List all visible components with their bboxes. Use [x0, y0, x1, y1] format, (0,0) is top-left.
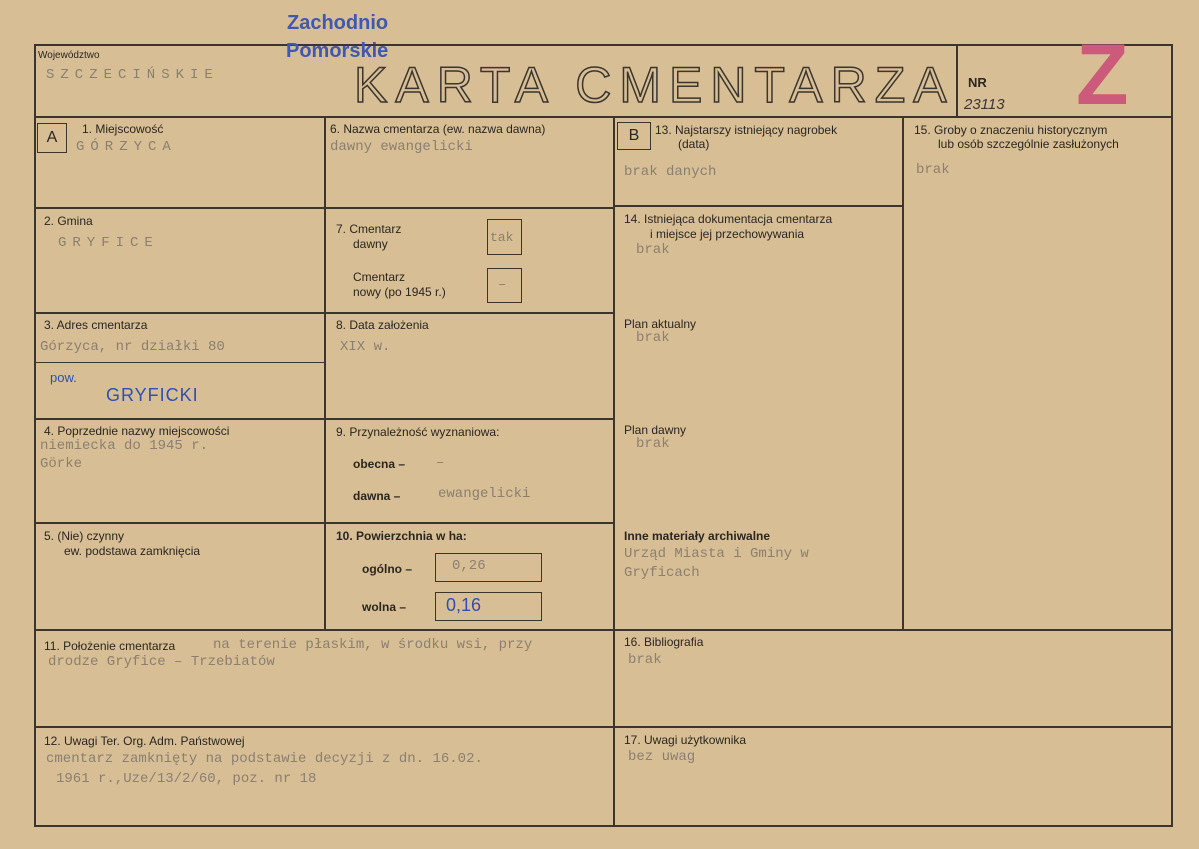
row-divider-1 [34, 207, 614, 209]
f10-label: 10. Powierzchnia w ha: [336, 529, 467, 543]
f17-label: 17. Uwagi użytkownika [624, 733, 747, 747]
f14-label-2: i miejsce jej przechowywania [650, 227, 805, 241]
f10-ogolno-label: ogólno – [362, 562, 412, 576]
f3-label: 3. Adres cmentarza [44, 318, 148, 332]
f9-dawna-value: ewangelicki [438, 486, 531, 502]
row-divider-6 [34, 629, 1173, 631]
corner-mark: Z [1076, 27, 1129, 123]
col-divider-2 [613, 116, 615, 826]
f7-label: 7. Cmentarz [336, 222, 402, 236]
header-divider [34, 116, 1173, 118]
f5-sublabel: ew. podstawa zamknięcia [64, 544, 201, 558]
nr-value: 23113 [964, 96, 1005, 113]
f4-value-2: Görke [40, 456, 83, 472]
f15-label-2: lub osób szczególnie zasłużonych [938, 137, 1119, 151]
f13-label-1: 13. Najstarszy istniejący nagrobek [655, 123, 838, 137]
inne-materialy-value-2: Gryficach [624, 565, 700, 581]
row-divider-b1 [613, 205, 903, 207]
f17-value: bez uwag [628, 749, 696, 765]
f9-obecna-label: obecna – [353, 457, 406, 471]
page-title: KARTA CMENTARZA [354, 57, 955, 113]
f9-label: 9. Przynależność wyznaniowa: [336, 425, 500, 439]
wojewodztwo-label: Województwo [38, 50, 100, 61]
f7-new-label-2: nowy (po 1945 r.) [353, 285, 446, 299]
f8-label: 8. Data założenia [336, 318, 429, 332]
region-stamp-line1: Zachodnio [287, 12, 389, 34]
f15-label-1: 15. Groby o znaczeniu historycznym [914, 123, 1108, 137]
f2-value: GRYFICE [58, 235, 159, 251]
frame-top [34, 44, 1173, 46]
nr-divider [956, 44, 958, 117]
f5-label: 5. (Nie) czynny [44, 529, 125, 543]
f13-value: brak danych [624, 164, 717, 180]
f1-label: 1. Miejscowość [82, 122, 164, 136]
f2-label: 2. Gmina [44, 214, 93, 228]
row-divider-4 [34, 418, 614, 420]
f8-value: XIX w. [340, 339, 391, 355]
col-divider-1 [324, 116, 326, 630]
f12-value-1: cmentarz zamknięty na podstawie decyzji z dn. 16.02. [46, 751, 483, 767]
f9-obecna-value: – [436, 455, 445, 471]
f11-value-1: na terenie płaskim, w środku wsi, przy [213, 637, 533, 653]
plan-aktualny-label: Plan aktualny [624, 317, 697, 331]
wojewodztwo-value: SZCZECIŃSKIE [46, 67, 219, 83]
frame-left [34, 44, 36, 826]
f4-label: 4. Poprzednie nazwy miejscowości [44, 424, 230, 438]
f3-hand-prefix: pow. [50, 370, 77, 385]
region-stamp-line2: Pomorskie [286, 40, 389, 62]
f4-value-1: niemiecka do 1945 r. [40, 438, 209, 454]
f7-label-2: dawny [353, 237, 388, 251]
f7-new-label: Cmentarz [353, 270, 406, 284]
f16-value: brak [628, 652, 662, 668]
f6-label: 6. Nazwa cmentarza (ew. nazwa dawna) [330, 122, 546, 136]
plan-aktualny-value: brak [636, 330, 670, 346]
f13-label-2: (data) [678, 137, 710, 151]
row-divider-5 [34, 522, 614, 524]
inne-materialy-value-1: Urząd Miasta i Gminy w [624, 546, 809, 562]
f14-value: brak [636, 242, 670, 258]
f6-value: dawny ewangelicki [330, 139, 473, 155]
inne-materialy-label: Inne materiały archiwalne [624, 529, 771, 543]
f12-label: 12. Uwagi Ter. Org. Adm. Państwowej [44, 734, 245, 748]
f3-hand-value: GRYFICKI [106, 385, 199, 405]
f11-label: 11. Położenie cmentarza [44, 639, 176, 653]
f1-value: GÓRZYCA [76, 139, 177, 155]
plan-dawny-value: brak [636, 436, 670, 452]
section-b-marker: B [617, 122, 651, 150]
nr-label: NR [968, 75, 987, 90]
col-divider-3 [902, 116, 904, 630]
f11-value-2: drodze Gryfice – Trzebiatów [48, 654, 275, 670]
section-a-marker: A [37, 123, 67, 153]
f3-value: Górzyca, nr działki 80 [40, 339, 225, 355]
row-divider-7 [34, 726, 1173, 728]
frame-bottom [34, 825, 1173, 827]
f9-dawna-label: dawna – [353, 489, 401, 503]
f14-label-1: 14. Istniejąca dokumentacja cmentarza [624, 212, 833, 226]
row-divider-2 [34, 312, 614, 314]
f7-nowy-value: – [498, 277, 507, 293]
f10-wolna-label: wolna – [362, 600, 407, 614]
f16-label: 16. Bibliografia [624, 635, 704, 649]
f12-value-2: 1961 r.,Uze/13/2/60, poz. nr 18 [56, 771, 317, 787]
f7-dawny-value: tak [490, 230, 514, 245]
row-divider-3a [34, 362, 324, 363]
f10-ogolno-value: 0,26 [452, 558, 486, 574]
f15-value: brak [916, 162, 950, 178]
f10-wolna-value: 0,16 [446, 595, 482, 615]
plan-dawny-label: Plan dawny [624, 423, 687, 437]
frame-right [1171, 44, 1173, 826]
